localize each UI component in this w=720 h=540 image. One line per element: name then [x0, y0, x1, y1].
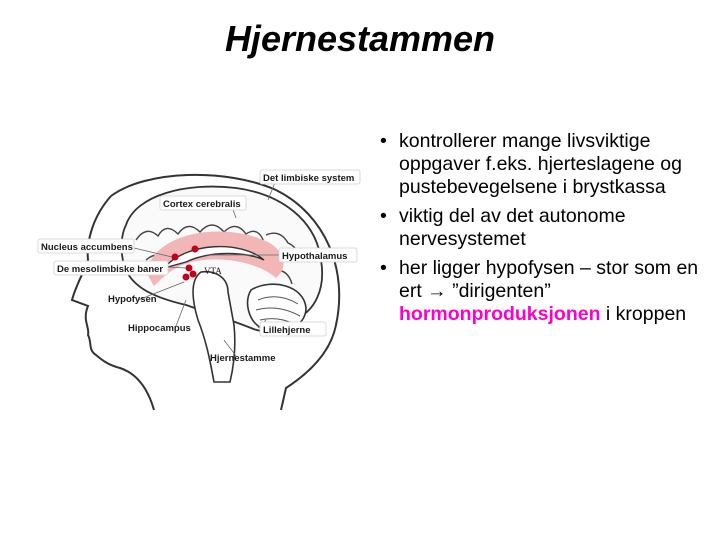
bullet-item [377, 130, 707, 199]
marker-vta-1 [183, 274, 190, 281]
bullet-item [377, 205, 707, 251]
highlighted-term: hormonproduksjonen [399, 303, 601, 325]
label-pituitary: Hypofysen [108, 294, 157, 305]
bullet-item [377, 257, 707, 326]
label-vta: VTA [204, 266, 222, 276]
svg-text:Nucleus accumbens: Nucleus accumbens [41, 242, 133, 253]
svg-text:Lillehjerne: Lillehjerne [263, 325, 311, 336]
bullet-text: viktig del av det autonome nervesystemet [399, 205, 626, 250]
marker-mesolimbic [186, 265, 193, 272]
bullet-text: kontrollerer mange livsviktige oppgaver f.eks. hjerteslagene og pustebevegelsene i brystkassa [399, 130, 682, 198]
brain-diagram [36, 160, 366, 410]
svg-text:Det limbiske system: Det limbiske system [263, 173, 355, 184]
svg-text:De mesolimbiske baner: De mesolimbiske baner [57, 264, 164, 275]
bullet-text-before: her ligger hypofysen – stor som en ert → ”dirigenten” [399, 257, 699, 302]
label-mesolimbic-tract [54, 261, 168, 275]
label-limbic-system [260, 170, 360, 184]
marker-vta-2 [190, 271, 197, 278]
label-cortex [160, 196, 246, 210]
marker-hypothalamus [192, 246, 199, 253]
bullet-list [377, 130, 707, 332]
svg-text:Hypothalamus: Hypothalamus [282, 251, 348, 262]
label-hypothalamus [279, 248, 357, 262]
bullet-text-after: i kroppen [600, 303, 687, 325]
svg-text:Cortex cerebralis: Cortex cerebralis [163, 199, 241, 210]
slide-title: Hjernestammen [224, 18, 496, 59]
label-nucleus-accumbens [38, 239, 134, 253]
label-brainstem: Hjernestamme [210, 353, 276, 364]
label-hippocampus: Hippocampus [128, 323, 191, 334]
label-cerebellum [260, 322, 326, 336]
marker-nucleus-accumbens [172, 254, 179, 261]
